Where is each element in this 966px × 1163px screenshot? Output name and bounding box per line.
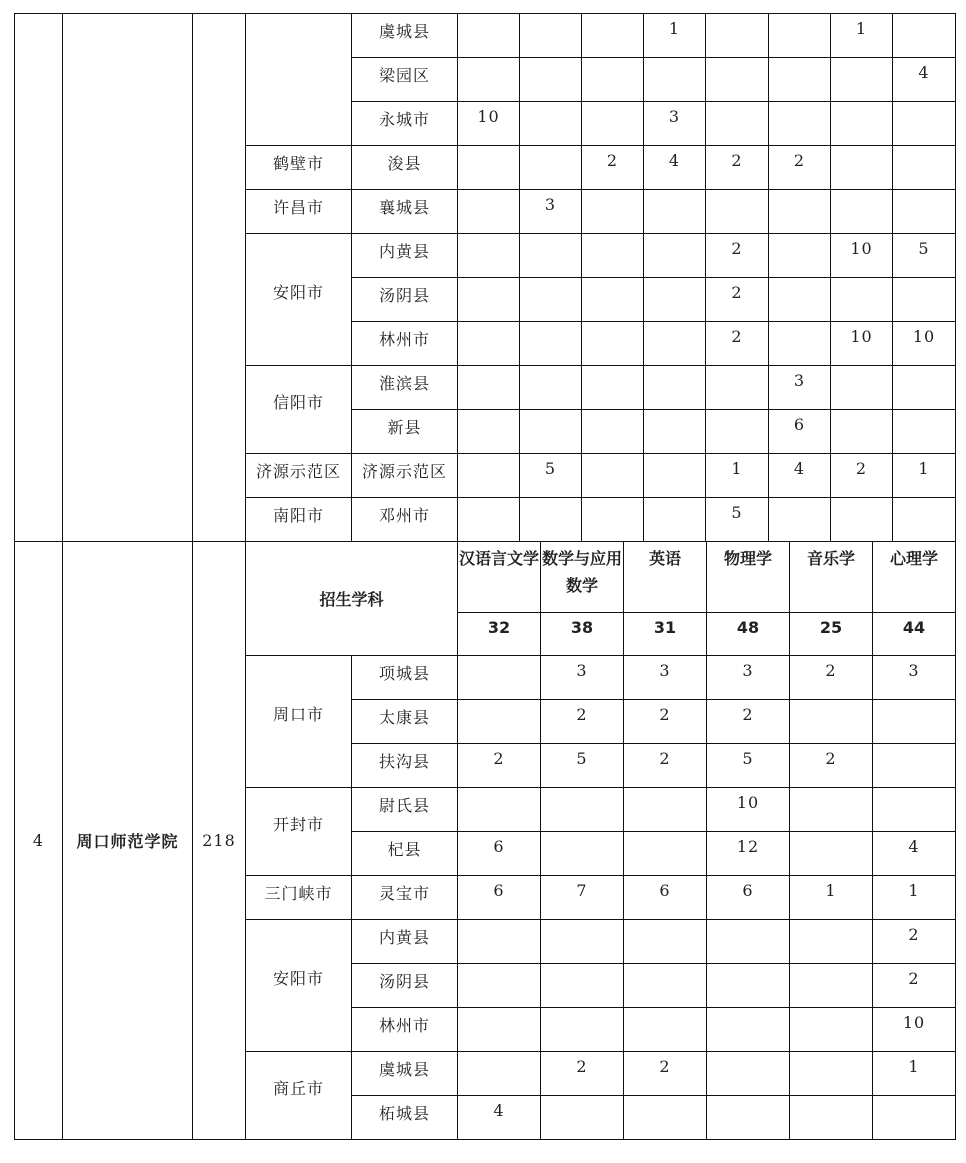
quota-cell bbox=[769, 498, 831, 542]
quota-cell: 10 bbox=[831, 322, 893, 366]
quota-cell bbox=[831, 278, 893, 322]
subject-name: 英语 bbox=[624, 542, 707, 613]
quota-cell bbox=[458, 58, 520, 102]
quota-cell bbox=[893, 410, 956, 454]
subject-name: 物理学 bbox=[707, 542, 790, 613]
total-cell bbox=[193, 14, 246, 542]
county-cell: 新县 bbox=[352, 410, 458, 454]
quota-cell: 4 bbox=[458, 1096, 541, 1140]
quota-cell bbox=[458, 14, 520, 58]
quota-cell bbox=[790, 1096, 873, 1140]
quota-cell bbox=[707, 920, 790, 964]
quota-cell bbox=[624, 964, 707, 1008]
quota-cell: 6 bbox=[458, 832, 541, 876]
city-cell: 周口市 bbox=[246, 656, 352, 788]
quota-cell bbox=[893, 146, 956, 190]
quota-cell: 2 bbox=[706, 322, 769, 366]
quota-cell bbox=[831, 498, 893, 542]
city-cell: 许昌市 bbox=[246, 190, 352, 234]
quota-cell bbox=[458, 700, 541, 744]
quota-cell bbox=[790, 700, 873, 744]
city-cell: 南阳市 bbox=[246, 498, 352, 542]
quota-cell bbox=[706, 58, 769, 102]
quota-cell bbox=[644, 366, 706, 410]
city-cell: 鹤壁市 bbox=[246, 146, 352, 190]
quota-cell: 1 bbox=[790, 876, 873, 920]
quota-cell: 6 bbox=[769, 410, 831, 454]
quota-cell: 3 bbox=[873, 656, 956, 700]
quota-cell bbox=[790, 920, 873, 964]
quota-cell bbox=[458, 234, 520, 278]
quota-cell bbox=[458, 788, 541, 832]
quota-cell bbox=[831, 366, 893, 410]
quota-cell: 2 bbox=[458, 744, 541, 788]
quota-cell: 2 bbox=[706, 146, 769, 190]
quota-cell: 2 bbox=[624, 700, 707, 744]
quota-cell: 2 bbox=[624, 1052, 707, 1096]
quota-cell: 2 bbox=[582, 146, 644, 190]
index-cell: 4 bbox=[15, 542, 63, 1140]
county-cell: 浚县 bbox=[352, 146, 458, 190]
quota-cell bbox=[458, 278, 520, 322]
county-cell: 林州市 bbox=[352, 1008, 458, 1052]
quota-cell: 3 bbox=[520, 190, 582, 234]
quota-cell bbox=[707, 964, 790, 1008]
quota-cell bbox=[790, 964, 873, 1008]
quota-cell bbox=[769, 322, 831, 366]
quota-cell bbox=[624, 788, 707, 832]
index-cell bbox=[15, 14, 63, 542]
quota-cell: 2 bbox=[707, 700, 790, 744]
quota-cell bbox=[582, 14, 644, 58]
quota-cell bbox=[624, 920, 707, 964]
table-row bbox=[15, 14, 956, 58]
quota-cell bbox=[582, 234, 644, 278]
subjects-header-row bbox=[15, 542, 956, 613]
quota-cell: 1 bbox=[644, 14, 706, 58]
subject-count: 38 bbox=[541, 613, 624, 656]
quota-cell bbox=[582, 278, 644, 322]
quota-cell bbox=[706, 366, 769, 410]
quota-cell: 2 bbox=[769, 146, 831, 190]
quota-cell bbox=[769, 190, 831, 234]
quota-cell: 6 bbox=[624, 876, 707, 920]
county-cell: 灵宝市 bbox=[352, 876, 458, 920]
quota-cell bbox=[458, 146, 520, 190]
quota-cell bbox=[769, 58, 831, 102]
quota-cell bbox=[582, 58, 644, 102]
city-cell: 信阳市 bbox=[246, 366, 352, 454]
quota-cell bbox=[706, 102, 769, 146]
county-cell: 淮滨县 bbox=[352, 366, 458, 410]
quota-cell bbox=[582, 322, 644, 366]
quota-cell bbox=[458, 410, 520, 454]
quota-cell bbox=[831, 190, 893, 234]
quota-cell bbox=[458, 964, 541, 1008]
quota-cell bbox=[582, 498, 644, 542]
quota-cell: 5 bbox=[707, 744, 790, 788]
quota-cell bbox=[520, 410, 582, 454]
quota-cell bbox=[458, 1052, 541, 1096]
subject-count: 32 bbox=[458, 613, 541, 656]
city-cell: 商丘市 bbox=[246, 1052, 352, 1140]
quota-cell: 2 bbox=[873, 920, 956, 964]
quota-cell bbox=[458, 366, 520, 410]
quota-cell bbox=[582, 366, 644, 410]
quota-cell bbox=[790, 1052, 873, 1096]
quota-cell: 5 bbox=[541, 744, 624, 788]
county-cell: 襄城县 bbox=[352, 190, 458, 234]
quota-cell bbox=[541, 832, 624, 876]
county-cell: 尉氏县 bbox=[352, 788, 458, 832]
quota-cell: 2 bbox=[790, 744, 873, 788]
quota-cell: 2 bbox=[790, 656, 873, 700]
quota-cell: 3 bbox=[769, 366, 831, 410]
quota-cell bbox=[644, 190, 706, 234]
quota-cell bbox=[582, 410, 644, 454]
total-quota: 218 bbox=[193, 542, 246, 1140]
quota-cell bbox=[873, 788, 956, 832]
quota-table-continued bbox=[14, 13, 956, 542]
quota-cell: 6 bbox=[707, 876, 790, 920]
county-cell: 林州市 bbox=[352, 322, 458, 366]
quota-cell: 1 bbox=[706, 454, 769, 498]
quota-cell bbox=[582, 190, 644, 234]
quota-cell bbox=[706, 410, 769, 454]
quota-cell bbox=[458, 920, 541, 964]
quota-cell bbox=[769, 278, 831, 322]
quota-cell bbox=[873, 744, 956, 788]
quota-cell bbox=[893, 14, 956, 58]
quota-cell bbox=[893, 278, 956, 322]
quota-cell: 1 bbox=[873, 1052, 956, 1096]
quota-cell bbox=[520, 102, 582, 146]
quota-cell bbox=[582, 102, 644, 146]
quota-cell bbox=[644, 322, 706, 366]
quota-cell: 12 bbox=[707, 832, 790, 876]
county-cell: 内黄县 bbox=[352, 234, 458, 278]
subject-count: 31 bbox=[624, 613, 707, 656]
county-cell: 太康县 bbox=[352, 700, 458, 744]
county-cell: 项城县 bbox=[352, 656, 458, 700]
quota-cell: 5 bbox=[706, 498, 769, 542]
quota-cell: 4 bbox=[893, 58, 956, 102]
quota-cell bbox=[624, 1096, 707, 1140]
county-cell: 邓州市 bbox=[352, 498, 458, 542]
subject-name: 汉语言文学 bbox=[458, 542, 541, 613]
quota-cell: 1 bbox=[873, 876, 956, 920]
subject-name: 心理学 bbox=[873, 542, 956, 613]
subject-name: 音乐学 bbox=[790, 542, 873, 613]
county-cell: 内黄县 bbox=[352, 920, 458, 964]
quota-cell bbox=[541, 920, 624, 964]
quota-cell bbox=[893, 498, 956, 542]
city-cell bbox=[246, 14, 352, 146]
quota-cell: 3 bbox=[541, 656, 624, 700]
quota-cell bbox=[893, 190, 956, 234]
quota-table-zhoukou bbox=[14, 541, 956, 1140]
quota-cell bbox=[769, 14, 831, 58]
subject-name: 数学与应用数学 bbox=[541, 542, 624, 613]
quota-cell: 1 bbox=[893, 454, 956, 498]
quota-cell: 5 bbox=[520, 454, 582, 498]
quota-cell bbox=[790, 788, 873, 832]
quota-cell bbox=[644, 58, 706, 102]
quota-cell: 2 bbox=[624, 744, 707, 788]
quota-cell bbox=[644, 234, 706, 278]
city-cell: 安阳市 bbox=[246, 920, 352, 1052]
subject-count: 25 bbox=[790, 613, 873, 656]
quota-cell bbox=[541, 1008, 624, 1052]
quota-cell bbox=[873, 700, 956, 744]
quota-cell bbox=[520, 234, 582, 278]
city-cell: 三门峡市 bbox=[246, 876, 352, 920]
city-cell: 济源示范区 bbox=[246, 454, 352, 498]
quota-cell: 4 bbox=[873, 832, 956, 876]
quota-cell: 2 bbox=[831, 454, 893, 498]
subject-count: 48 bbox=[707, 613, 790, 656]
quota-cell: 1 bbox=[831, 14, 893, 58]
county-cell: 虞城县 bbox=[352, 1052, 458, 1096]
quota-cell bbox=[520, 366, 582, 410]
quota-cell bbox=[831, 146, 893, 190]
county-cell: 扶沟县 bbox=[352, 744, 458, 788]
quota-cell bbox=[541, 788, 624, 832]
quota-cell bbox=[520, 58, 582, 102]
quota-cell: 7 bbox=[541, 876, 624, 920]
quota-cell bbox=[769, 102, 831, 146]
quota-cell bbox=[458, 656, 541, 700]
quota-cell bbox=[790, 1008, 873, 1052]
county-cell: 梁园区 bbox=[352, 58, 458, 102]
quota-cell bbox=[644, 278, 706, 322]
county-cell: 汤阴县 bbox=[352, 278, 458, 322]
quota-cell bbox=[831, 58, 893, 102]
quota-cell bbox=[520, 14, 582, 58]
quota-cell bbox=[458, 1008, 541, 1052]
quota-cell bbox=[458, 190, 520, 234]
quota-cell bbox=[707, 1008, 790, 1052]
quota-cell bbox=[624, 832, 707, 876]
school-cell bbox=[63, 14, 193, 542]
quota-cell: 3 bbox=[624, 656, 707, 700]
quota-cell bbox=[520, 278, 582, 322]
quota-cell: 10 bbox=[873, 1008, 956, 1052]
quota-cell bbox=[831, 102, 893, 146]
quota-cell: 2 bbox=[873, 964, 956, 1008]
subjects-label: 招生学科 bbox=[246, 542, 458, 656]
quota-cell bbox=[893, 366, 956, 410]
county-cell: 永城市 bbox=[352, 102, 458, 146]
quota-cell: 3 bbox=[707, 656, 790, 700]
quota-cell bbox=[520, 322, 582, 366]
quota-cell: 2 bbox=[706, 234, 769, 278]
county-cell: 虞城县 bbox=[352, 14, 458, 58]
county-cell: 柘城县 bbox=[352, 1096, 458, 1140]
quota-cell: 3 bbox=[644, 102, 706, 146]
quota-cell: 2 bbox=[706, 278, 769, 322]
quota-cell bbox=[541, 964, 624, 1008]
quota-cell bbox=[831, 410, 893, 454]
quota-cell bbox=[520, 498, 582, 542]
quota-cell: 2 bbox=[541, 1052, 624, 1096]
quota-cell bbox=[893, 102, 956, 146]
quota-cell: 4 bbox=[769, 454, 831, 498]
quota-cell bbox=[582, 454, 644, 498]
quota-cell bbox=[644, 498, 706, 542]
quota-cell bbox=[706, 190, 769, 234]
quota-cell bbox=[706, 14, 769, 58]
quota-cell bbox=[769, 234, 831, 278]
quota-cell: 4 bbox=[644, 146, 706, 190]
quota-cell bbox=[458, 454, 520, 498]
city-cell: 安阳市 bbox=[246, 234, 352, 366]
quota-cell: 10 bbox=[458, 102, 520, 146]
quota-cell: 10 bbox=[831, 234, 893, 278]
quota-cell bbox=[458, 322, 520, 366]
quota-cell: 6 bbox=[458, 876, 541, 920]
quota-cell: 10 bbox=[707, 788, 790, 832]
quota-cell bbox=[541, 1096, 624, 1140]
quota-cell: 2 bbox=[541, 700, 624, 744]
quota-cell bbox=[790, 832, 873, 876]
quota-cell bbox=[458, 498, 520, 542]
quota-cell bbox=[520, 146, 582, 190]
quota-cell bbox=[707, 1096, 790, 1140]
county-cell: 济源示范区 bbox=[352, 454, 458, 498]
quota-cell: 10 bbox=[893, 322, 956, 366]
quota-cell: 5 bbox=[893, 234, 956, 278]
quota-cell bbox=[707, 1052, 790, 1096]
county-cell: 杞县 bbox=[352, 832, 458, 876]
subject-count: 44 bbox=[873, 613, 956, 656]
quota-cell bbox=[644, 454, 706, 498]
school-name: 周口师范学院 bbox=[63, 542, 193, 1140]
city-cell: 开封市 bbox=[246, 788, 352, 876]
county-cell: 汤阴县 bbox=[352, 964, 458, 1008]
quota-cell bbox=[644, 410, 706, 454]
quota-cell bbox=[624, 1008, 707, 1052]
quota-cell bbox=[873, 1096, 956, 1140]
